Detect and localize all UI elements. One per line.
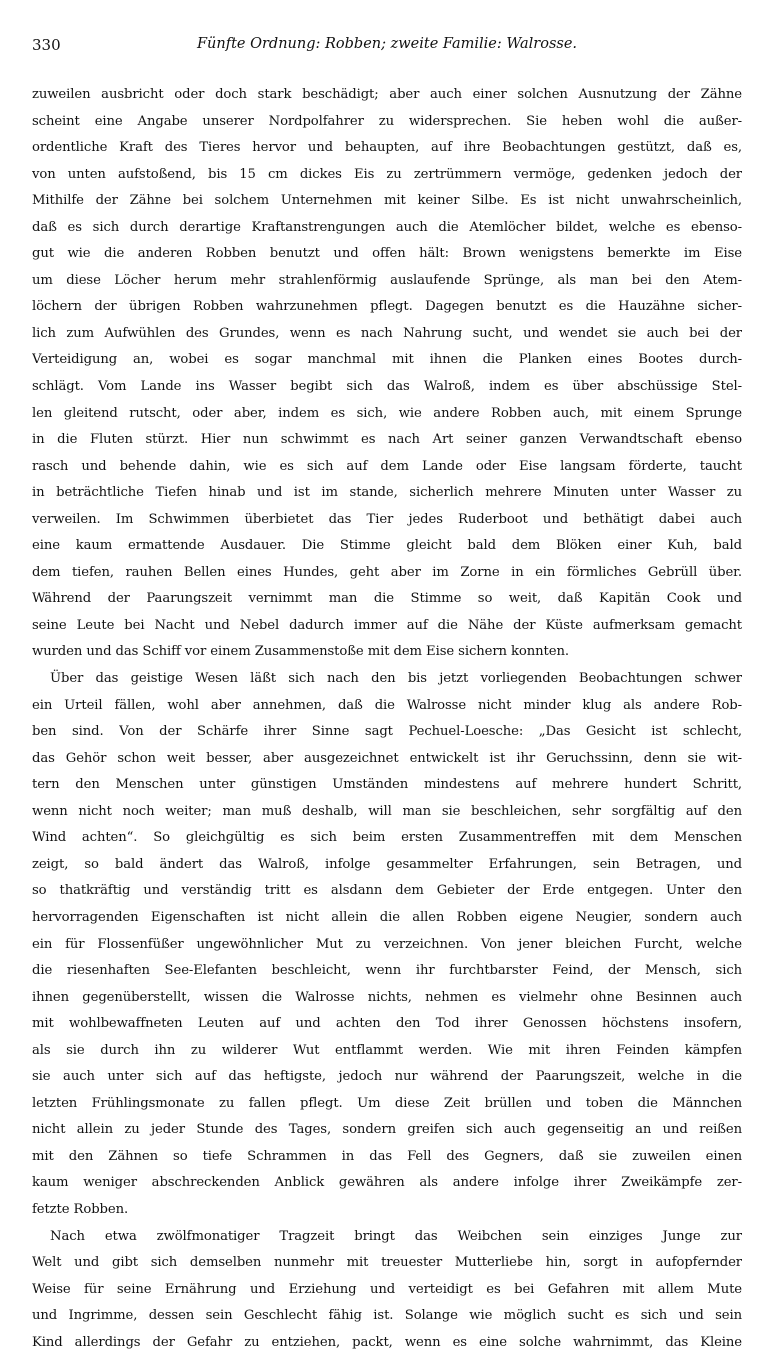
text-line: nicht allein zu jeder Stunde des Tages, sondern greifen sich auch gegenseitig an und reißen	[32, 1122, 742, 1138]
text-line: um diese Löcher herum mehr strahlenförmig auslaufende Sprünge, als man bei den Atem-	[32, 272, 742, 288]
text-line: in beträchtliche Tiefen hinab und ist im stande, sicherlich mehrere Minuten unter Wasser zu	[32, 485, 742, 501]
text-line: von unten aufstoßend, bis 15 cm dickes Eis zu zertrümmern vermöge, gedenken jedoch der	[32, 166, 742, 182]
text-line: in die Fluten stürzt. Hier nun schwimmt es nach Art seiner ganzen Verwandtschaft ebenso	[32, 432, 742, 448]
text-line: ein Urteil fällen, wohl aber annehmen, daß die Walrosse nicht minder klug als andere Rob-	[32, 697, 742, 713]
text-line: löchern der übrigen Robben wahrzunehmen pflegt. Dagegen benutzt es die Hauzähne sicher-	[32, 299, 742, 315]
text-line: kaum weniger abschreckenden Anblick gewähren als andere infolge ihrer Zweikämpfe zer-	[32, 1175, 742, 1191]
text-line: das Gehör schon weit besser, aber ausgezeichnet entwickelt ist ihr Geruchssinn, denn sie wit-	[32, 750, 742, 766]
text-line: ordentliche Kraft des Tieres hervor und behaupten, auf ihre Beobachtungen gestützt, daß es,	[32, 140, 742, 156]
text-line: sie auch unter sich auf das heftigste, jedoch nur während der Paarungszeit, welche in die	[32, 1069, 742, 1085]
text-line: Mithilfe der Zähne bei solchem Unternehmen mit keiner Silbe. Es ist nicht unwahrscheinlich,	[32, 193, 742, 209]
text-line: scheint eine Angabe unserer Nordpolfahrer zu widersprechen. Sie heben wohl die außer-	[32, 113, 742, 129]
text-line: schlägt. Vom Lande ins Wasser begibt sich das Walroß, indem es über abschüssige Stel-	[32, 379, 742, 395]
text-line: mit wohlbewaffneten Leuten auf und achten den Tod ihrer Genossen höchstens insofern,	[32, 1016, 742, 1032]
text-line: Nach etwa zwölfmonatiger Tragzeit bringt das Weibchen sein einziges Junge zur	[50, 1228, 742, 1244]
text-line: lich zum Aufwühlen des Grundes, wenn es nach Nahrung sucht, und wendet sie auch bei der	[32, 325, 742, 341]
text-line: zuweilen ausbricht oder doch stark beschädigt; aber auch einer solchen Ausnutzung der Zähne	[32, 87, 742, 102]
text-line: gut wie die anderen Robben benutzt und offen hält: Brown wenigstens bemerkte im Eise	[32, 246, 742, 262]
text-line: letzten Frühlingsmonate zu fallen pflegt. Um diese Zeit brüllen und toben die Männchen	[32, 1095, 742, 1111]
text-line: und Ingrimme, dessen sein Geschlecht fähig ist. Solange wie möglich sucht es sich und sein	[32, 1308, 742, 1324]
text-line: verweilen. Im Schwimmen überbietet das Tier jedes Ruderboot und bethätigt dabei auch	[32, 511, 742, 527]
page-header	[32, 36, 742, 62]
text-line: mit den Zähnen so tiefe Schrammen in das Fell des Gegners, daß sie zuweilen einen	[32, 1148, 742, 1164]
paragraph	[32, 82, 742, 666]
text-line: Wind achten“. So gleichgültig es sich beim ersten Zusammentreffen mit dem Menschen	[32, 830, 742, 846]
paragraph	[32, 1224, 742, 1356]
text-line: ein für Flossenfüßer ungewöhnlicher Mut zu verzeichnen. Von jener bleichen Furcht, welche	[32, 936, 742, 952]
text-line: Kind allerdings der Gefahr zu entziehen, packt, wenn es eine solche wahrnimmt, das Kleine	[32, 1334, 742, 1350]
paragraph	[32, 666, 742, 1223]
body-text	[32, 82, 742, 1356]
text-line: tern den Menschen unter günstigen Umständen mindestens auf mehrere hundert Schritt,	[32, 777, 742, 793]
book-page	[32, 36, 742, 1356]
text-line: fetzte Robben.	[32, 1201, 129, 1217]
text-line: Welt und gibt sich demselben nunmehr mit treuester Mutterliebe hin, sorgt in aufopfernder	[32, 1255, 742, 1271]
text-line: ihnen gegenüberstellt, wissen die Walrosse nichts, nehmen es vielmehr ohne Besinnen auch	[32, 989, 742, 1005]
text-line: dem tiefen, rauhen Bellen eines Hundes, geht aber im Zorne in ein förmliches Gebrüll über.	[32, 564, 742, 580]
text-line: Weise für seine Ernährung und Erziehung und verteidigt es bei Gefahren mit allem Mute	[32, 1281, 742, 1297]
text-line: hervorragenden Eigenschaften ist nicht allein die allen Robben eigene Neugier, sondern auch	[32, 909, 742, 925]
text-line: seine Leute bei Nacht und Nebel dadurch immer auf die Nähe der Küste aufmerksam gemacht	[32, 617, 742, 633]
text-line: zeigt, so bald ändert das Walroß, infolge gesammelter Erfahrungen, sein Betragen, und	[32, 856, 742, 872]
text-line: ben sind. Von der Schärfe ihrer Sinne sagt Pechuel-Loesche: „Das Gesicht ist schlecht,	[32, 724, 742, 740]
text-line: len gleitend rutscht, oder aber, indem es sich, wie andere Robben auch, mit einem Sprunge	[32, 405, 742, 421]
page-number: 330	[32, 36, 61, 54]
text-line: Über das geistige Wesen läßt sich nach den bis jetzt vorliegenden Beobachtungen schwer	[50, 671, 742, 687]
text-line: Verteidigung an, wobei es sogar manchmal mit ihnen die Planken eines Bootes durch-	[32, 352, 742, 368]
text-line: als sie durch ihn zu wilderer Wut entflammt werden. Wie mit ihren Feinden kämpfen	[32, 1042, 742, 1058]
text-line: wenn nicht noch weiter; man muß deshalb, will man sie beschleichen, sehr sorgfältig auf den	[32, 803, 742, 819]
text-line: so thatkräftig und verständig tritt es alsdann dem Gebieter der Erde entgegen. Unter den	[32, 883, 742, 899]
text-line: die riesenhaften See-Elefanten beschleicht, wenn ihr furchtbarster Feind, der Mensch, sich	[32, 963, 742, 979]
running-head: Fünfte Ordnung: Robben; zweite Familie: Walrosse.	[196, 36, 578, 52]
text-line: daß es sich durch derartige Kraftanstrengungen auch die Atemlöcher bildet, welche es ebenso-	[32, 219, 742, 235]
text-line: rasch und behende dahin, wie es sich auf dem Lande oder Eise langsam förderte, taucht	[32, 458, 742, 474]
text-line: wurden und das Schiff vor einem Zusammenstoße mit dem Eise sichern konnten.	[32, 644, 569, 660]
text-line: eine kaum ermattende Ausdauer. Die Stimme gleicht bald dem Blöken einer Kuh, bald	[32, 538, 742, 554]
text-line: Während der Paarungszeit vernimmt man die Stimme so weit, daß Kapitän Cook und	[32, 591, 742, 607]
